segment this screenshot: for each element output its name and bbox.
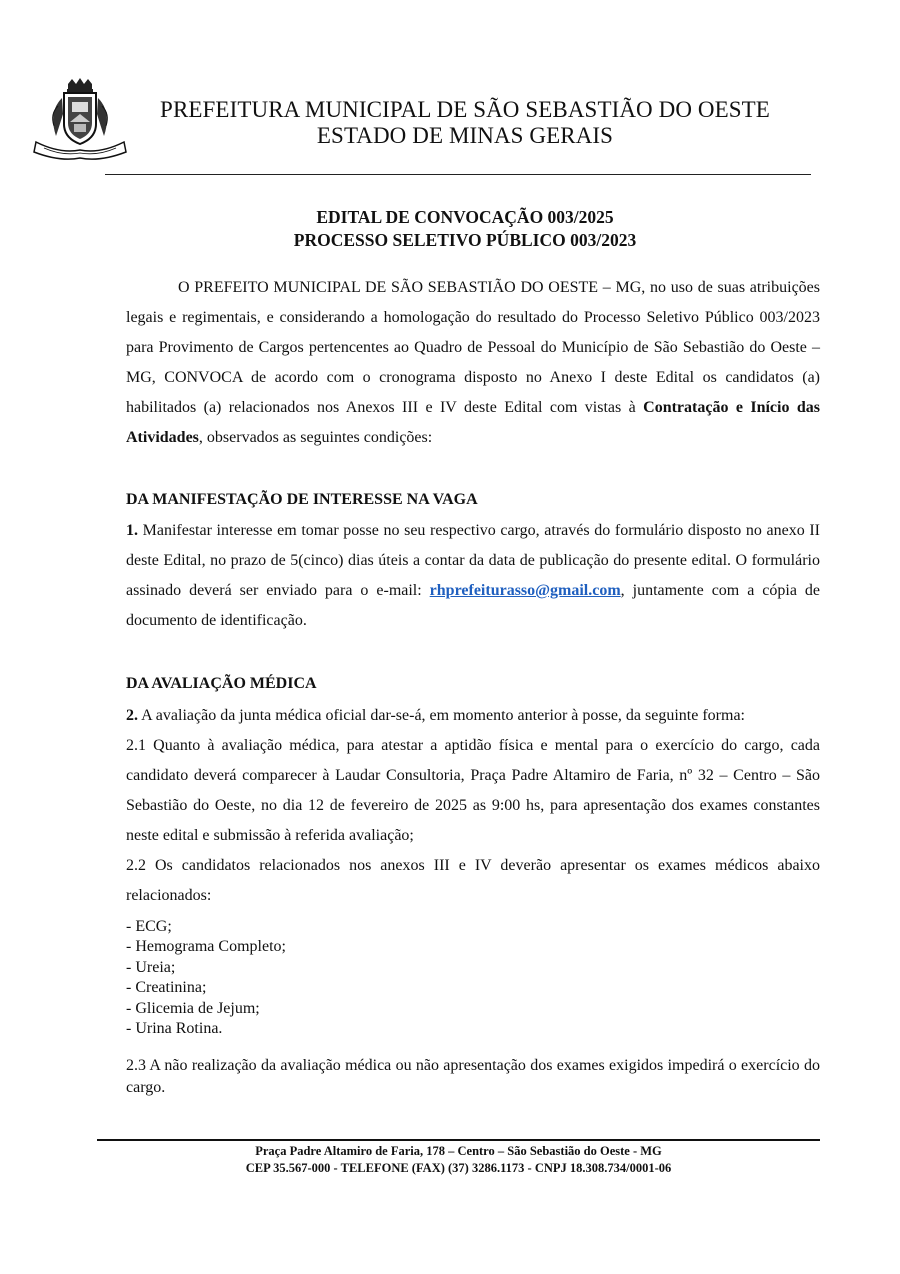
section2-intro: 2. A avaliação da junta médica oficial dar-se-á, em momento anterior à posse, da seguinte forma: <box>126 707 745 724</box>
municipal-crest-icon <box>30 78 130 162</box>
process-title: PROCESSO SELETIVO PÚBLICO 003/2023 <box>293 230 637 250</box>
footer-divider <box>97 1139 820 1141</box>
section1-heading-block <box>126 485 820 515</box>
section2-heading-block <box>126 669 820 699</box>
section1-heading: DA MANIFESTAÇÃO DE INTERESSE NA VAGA <box>126 491 478 508</box>
list-item: - Ureia; <box>126 958 176 976</box>
item-2-2: 2.2 Os candidatos relacionados nos anexos III e IV deverão apresentar os exames médicos abaixo relacionados: <box>126 857 820 904</box>
header-divider <box>105 174 811 175</box>
intro-bold-phrase: Contratação e Início das Atividades <box>126 399 821 446</box>
edital-title: EDITAL DE CONVOCAÇÃO 003/2025 <box>316 207 614 227</box>
list-item: - ECG; <box>126 918 172 935</box>
footer-contact: CEP 35.567-000 - TELEFONE (FAX) (37) 3286.1173 - CNPJ 18.308.734/0001-06 <box>245 1161 672 1175</box>
list-item: - Urina Rotina. <box>126 1020 223 1038</box>
item-2-1: 2.1 Quanto à avaliação médica, para atestar a aptidão física e mental para o exercício do cargo, cada candidato deverá comparecer à Laudar Consultoria, Praça Padre Altamiro de Faria, nº 32 – Centro – São Sebastião do Oeste, no dia 12 de fevereiro de 2025 as 9:00 hs, para apresentação dos exames constantes neste edital e submissão à referida avaliação; <box>126 737 820 844</box>
municipality-name: PREFEITURA MUNICIPAL DE SÃO SEBASTIÃO DO OESTE <box>160 97 770 122</box>
item-2-3: 2.3 A não realização da avaliação médica ou não apresentação dos exames exigidos impedirá o exercício do cargo. <box>126 1057 820 1096</box>
list-item: - Hemograma Completo; <box>126 938 286 956</box>
section1-body <box>126 516 820 636</box>
section2-body <box>126 701 820 911</box>
intro-paragraph: O PREFEITO MUNICIPAL DE SÃO SEBASTIÃO DO OESTE – MG, no uso de suas atribuições legais e regimentais, e considerando a homologação do resultado do Processo Seletivo Público 003/2023 para Provimento de Cargos pertencentes ao Quadro de Pessoal do Município de São Sebastião do Oeste – MG, CONVOCA de acordo com o cronograma disposto no Anexo I deste Edital os candidatos (a) habilitados (a) relacionados nos Anexos III e IV deste Edital com vistas à Contratação e Início das Atividades, observados as seguintes condições: <box>126 279 821 446</box>
email-link[interactable]: rhprefeiturasso@gmail.com <box>429 582 621 599</box>
section1-paragraph: 1. Manifestar interesse em tomar posse no seu respectivo cargo, através do formulário disposto no anexo II deste Edital, no prazo de 5(cinco) dias úteis a contar da data de publicação do presente edital. O formulário assinado deverá ser enviado para o e-mail: rhprefeiturasso@gmail.com, juntamente com a cópia de documento de identificação. <box>126 522 820 629</box>
intro-section <box>126 273 820 453</box>
exam-list <box>126 917 526 1039</box>
item-2-3-block <box>126 1055 820 1099</box>
section2-heading: DA AVALIAÇÃO MÉDICA <box>126 675 317 692</box>
state-name: ESTADO DE MINAS GERAIS <box>316 123 614 148</box>
footer-address: Praça Padre Altamiro de Faria, 178 – Centro – São Sebastião do Oeste - MG <box>255 1144 662 1158</box>
list-item: - Creatinina; <box>126 979 207 997</box>
list-item: - Glicemia de Jejum; <box>126 999 260 1017</box>
